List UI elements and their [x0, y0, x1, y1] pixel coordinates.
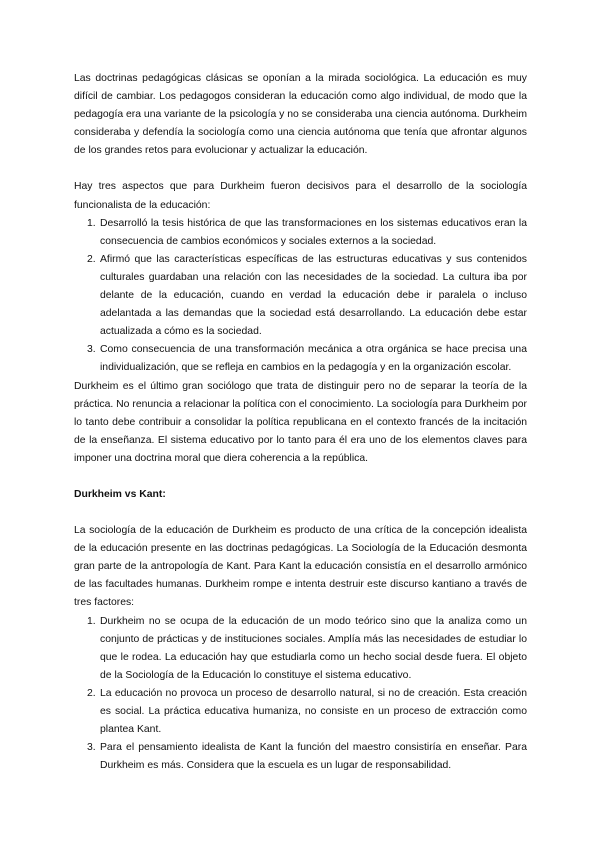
list-number: 1. — [87, 217, 96, 229]
spacer — [74, 160, 527, 178]
list-number: 2. — [87, 253, 96, 265]
list-item — [74, 685, 527, 739]
list-number: 3. — [87, 344, 96, 356]
intro-paragraph: Las doctrinas pedagógicas clásicas se oponían a la mirada sociológica. La educación es muy difícil de cambiar. Los pedagogos consideran la educación como algo individual, de modo que la pedagogía era una variante de la psicología y no se consideraba una ciencia autónoma. Durkheim consideraba y defendía la sociología como una ciencia autónoma que tenía que afrontar algunos de los grandes retos para evolucionar y actualizar la educación. — [74, 73, 527, 157]
aspects-list — [74, 215, 527, 378]
kant-lead-paragraph: La sociología de la educación de Durkheim es producto de una crítica de la concepción idealista de la educación presente en las doctrinas pedagógicas. La Sociología de la Educación desmonta gran parte de la antropología de Kant. Para Kant la educación consistía en el desarrollo armónico de las facultades humanas. Durkheim rompe e intenta destruir este discurso kantiano a través de tres factores: — [74, 525, 527, 609]
spacer — [74, 468, 527, 486]
list-item — [74, 613, 527, 685]
list-item-text: La educación no provoca un proceso de desarrollo natural, si no de creación. Esta creación es social. La práctica educativa humaniza, no consiste en un proceso de extracción como plantea Kant. — [100, 687, 527, 736]
section-heading: Durkheim vs Kant: — [74, 488, 166, 500]
spacer — [74, 504, 527, 522]
aspects-lead-paragraph: Hay tres aspectos que para Durkheim fueron decisivos para el desarrollo de la sociología funcionalista de la educación: — [74, 181, 527, 211]
list-item-text: Para el pensamiento idealista de Kant la función del maestro consistiría en enseñar. Para Durkheim es más. Considera que la escuela es un lugar de responsabilidad. — [100, 742, 527, 772]
durkheim-paragraph: Durkheim es el último gran sociólogo que trata de distinguir pero no de separar la teoría de la práctica. No renuncia a relacionar la política con el conocimiento. La sociología para Durkheim por lo tanto debe contribuir a consolidar la política republicana en el contexto francés de la incitación de la enseñanza. El sistema educativo por lo tanto para él era uno de los elementos claves para imponer una doctrina moral que diera coherencia a la república. — [74, 380, 527, 464]
list-number: 1. — [87, 615, 96, 627]
list-item — [74, 341, 527, 377]
list-number: 2. — [87, 687, 96, 699]
list-item — [74, 739, 527, 775]
list-item — [74, 251, 527, 341]
kant-factors-list — [74, 613, 527, 776]
document-page — [74, 70, 527, 775]
list-item-text: Desarrolló la tesis histórica de que las transformaciones en los sistemas educativos eran la consecuencia de cambios económicos y sociales externos a la sociedad. — [100, 217, 527, 247]
list-number: 3. — [87, 742, 96, 754]
list-item-text: Durkheim no se ocupa de la educación de un modo teórico sino que la analiza como un conjunto de prácticas y de instituciones sociales. Amplía más las necesidades de estudiar lo que le rodea. La educación hay que estudiarla como un hecho social desde fuera. El objeto de la Sociología de la Educación lo constituye el sistema educativo. — [100, 615, 527, 681]
list-item-text: Afirmó que las características específicas de las estructuras educativas y sus contenidos culturales guardaban una relación con las necesidades de la sociedad. La cultura iba por delante de la educación, cuando en verdad la educación debe ir paralela o incluso adelantada a las demandas que la sociedad está desarrollando. La educación debe estar actualizada a cómo es la sociedad. — [100, 253, 527, 338]
list-item-text: Como consecuencia de una transformación mecánica a otra orgánica se hace precisa una individualización, que se refleja en cambios en la pedagogía y en la organización escolar. — [100, 344, 527, 374]
list-item — [74, 215, 527, 251]
